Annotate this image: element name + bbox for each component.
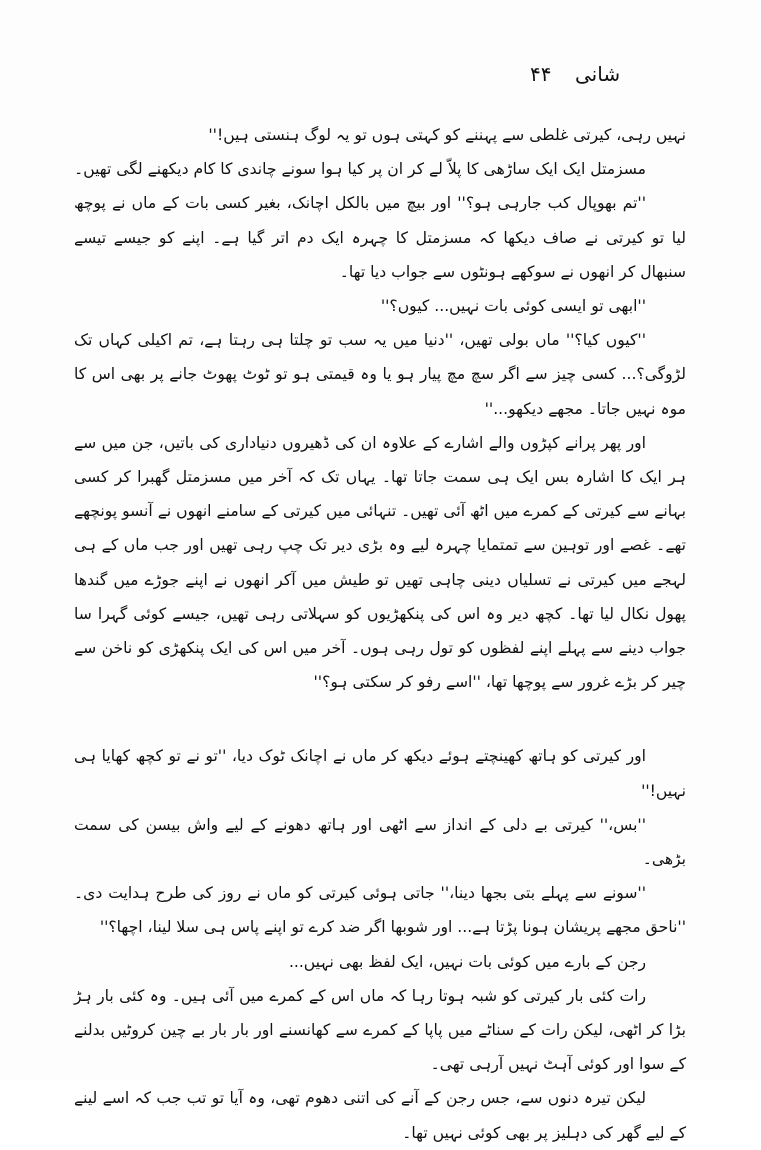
paragraph: ''سونے سے پہلے بتی بجھا دینا،'' جاتی ہوئی کیرتی کو ماں نے روز کی طرح ہدایت دی۔ ''ناحق مجھے پریشان ہونا پڑتا ہے... اور شوبھا اگر ضد کرے تو اپنے پاس ہی سلا لینا، اچھا؟'' [74,884,686,937]
paragraph: ''بس،'' کیرتی بے دلی کے انداز سے اٹھی اور ہاتھ دھونے کے لیے واش بیسن کی سمت بڑھی۔ [74,815,686,869]
paragraph: اور کیرتی کو ہاتھ کھینچتے ہوئے دیکھ کر ماں نے اچانک ٹوک دیا، ''تو نے تو کچھ کھایا ہی نہیں!'' [74,747,686,800]
paragraph: رات کئی بار کیرتی کو شبہ ہوتا رہا کہ ماں اس کے کمرے میں آئی ہیں۔ وہ کئی بار ہڑ بڑا کر اٹھی، لیکن رات کے سناٹے میں پاپا کے کمرے سے کھانسنے اور بار بار بے چین کروٹیں بدلنے کے سوا اور کوئی آہٹ نہیں آرہی تھی۔ [74,986,686,1074]
section-break [74,699,686,739]
paragraph: ''ابھی تو ایسی کوئی بات نہیں... کیوں؟'' [380,297,646,316]
paragraph: مسزمتل ایک ایک ساڑھی کا پلاّ لے کر ان پر کیا ہوا سونے چاندی کا کام دیکھنے لگی تھیں۔ [74,160,646,179]
paragraph: لیکن تیرہ دنوں سے، جس رجن کے آنے کی اتنی دھوم تھی، وہ آیا تو تب جب کہ اسے لینے کے لیے گھر کی دہلیز پر بھی کوئی نہیں تھا۔ [74,1089,686,1142]
paragraph: ''کیوں کیا؟'' ماں بولی تھیں، ''دنیا میں یہ سب تو چلتا ہی رہتا ہے، تم اکیلی کہاں تک لڑوگی؟... کسی چیز سے اگر سچ مچ پیار ہو یا وہ قیمتی ہو تو ٹوٹ پھوٹ جانے پر بھی اس کا موہ نہیں جاتا۔ مجھے دیکھو...'' [74,331,686,418]
page-number: ۴۴ [530,62,552,86]
paragraph: اور پھر پرانے کپڑوں والے اشارے کے علاوہ ان کی ڈھیروں دنیاداری کی باتیں، جن میں سے ہر ایک کا اشارہ بس ایک ہی سمت جاتا تھا۔ یہاں تک کہ آخر میں مسزمتل گھبرا کر کسی بہانے سے کیرتی کے کمرے میں اٹھ آئی تھیں۔ تنہائی میں کیرتی کے سامنے انھوں نے آنسو پونچھے تھے۔ غصے اور توہین سے تمتمایا چہرہ لیے وہ بڑی دیر تک چپ رہی تھیں اور جب ماں کے ہی لہجے میں کیرتی نے تسلیاں دینی چاہی تھیں تو طیش میں آکر انھوں نے اپنے جوڑے میں گندھا پھول نکال لیا تھا۔ کچھ دیر وہ اس کی پنکھڑیوں کو سہلاتی رہی تھیں، جیسے کوئی گہرا سا جواب دینے سے پہلے اپنے لفظوں کو تول رہی ہوں۔ آخر میں اس کی ایک پنکھڑی کو ناخن سے چیر کر بڑے غرور سے پوچھا تھا، ''اسے رفو کر سکتی ہو؟'' [74,433,686,692]
running-title: شانی [575,62,621,86]
paragraph: رجن کے بارے میں کوئی بات نہیں، ایک لفظ بھی نہیں... [288,952,646,971]
body-text [74,118,686,1150]
page-header [0,60,761,90]
paragraph: ''تم بھوپال کب جارہی ہو؟'' اور بیچ میں بالکل اچانک، بغیر کسی بات کے ماں نے پوچھ لیا تو کیرتی نے صاف دیکھا کہ مسزمتل کا چہرہ ایک دم اتر گیا ہے۔ اپنے کو جیسے تیسے سنبھال کر انھوں نے سوکھے ہونٹوں سے جواب دیا تھا۔ [74,194,686,281]
paragraph: نہیں رہی، کیرتی غلطی سے پہننے کو کہتی ہوں تو یہ لوگ ہنستی ہیں!'' [208,126,686,144]
